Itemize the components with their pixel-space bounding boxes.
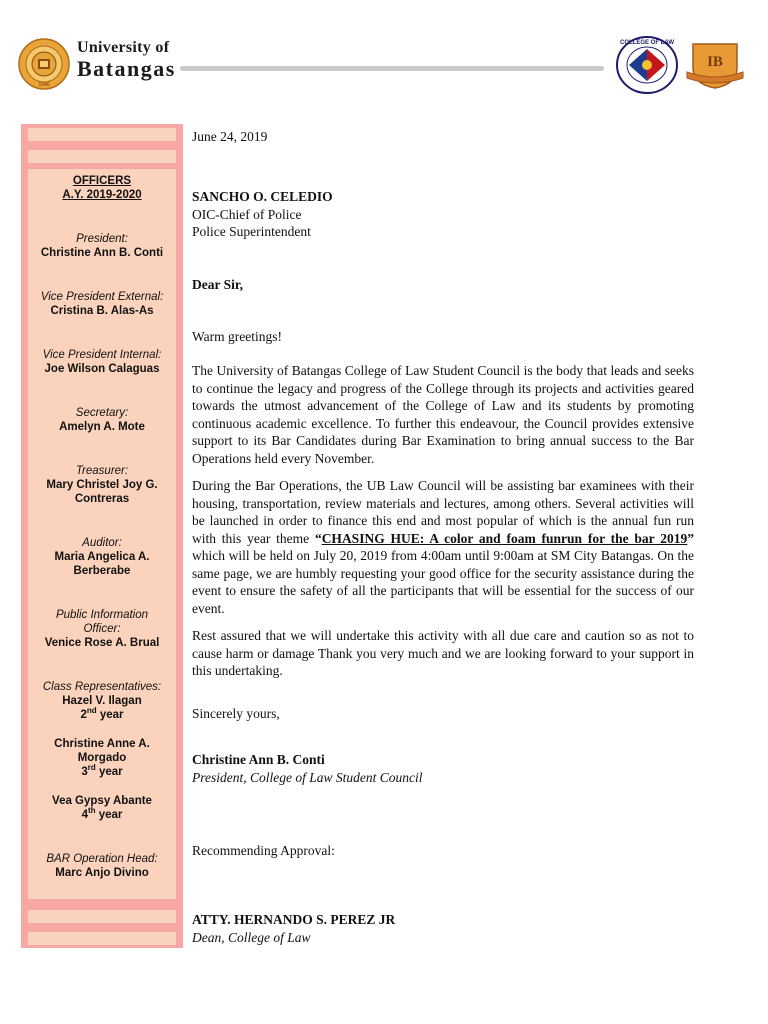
svg-text:COLLEGE OF LAW: COLLEGE OF LAW [620,40,674,46]
event-theme: CHASING HUE: A color and foam funrun for the bar 2019 [321,530,688,546]
university-name [77,40,176,80]
signer-name: Christine Ann B. Conti [192,752,325,767]
officer-president [28,232,176,260]
body-paragraph-1: The University of Batangas College of Law Student Council is the body that leads and seeks to continue the legacy and progress of the College through its projects and activities geared towards the utmost advancement of the College of Law and its students by promoting continuous academic excellence. To further this endeavour, the Council provides extensive support to its Bar Candidates during Bar Examination to bring annual success to the Bar Operations held every November. [192,363,694,466]
sidebar-strip [28,910,176,923]
officer-name: Hazel V. Ilagan [62,695,142,707]
recommending-approval: Recommending Approval: [192,843,335,858]
officer-auditor [28,536,176,578]
officer-secretary [28,406,176,434]
salutation: Dear Sir, [192,277,244,292]
signer-title: President, College of Law Student Council [192,769,423,785]
officers-heading: OFFICERS [72,175,132,187]
officer-role: Auditor: [82,537,122,549]
officer-role: Vice President External: [40,291,164,303]
svg-text:1946: 1946 [38,82,50,88]
sidebar-strip [28,150,176,163]
rep-year: 2nd year [80,706,124,721]
recipient-title: Police Superintendent [192,224,311,239]
university-seal-logo [18,38,70,90]
signature-block [192,751,694,786]
officer-treasurer [28,464,176,506]
officer-role: Secretary: [75,407,129,419]
class-representatives [28,680,176,822]
officer-name: Contreras [74,493,130,505]
approver-title: Dean, College of Law [192,929,311,945]
university-name-line2: Batangas [77,56,176,81]
approver-block [192,911,694,946]
recipient-title: OIC-Chief of Police [192,206,302,222]
body-paragraph-3: Rest assured that we will undertake this activity with all due care and caution so as not to cause harm or damage Thank you very much and we are looking forward to your support in this undertaking. [192,628,694,678]
officer-name: Christine Anne A. [54,738,150,750]
officer-name: Berberabe [73,565,131,577]
officer-name: Mary Christel Joy G. [46,479,158,491]
sidebar-strip [28,128,176,141]
officer-vp-external [28,290,176,318]
officers-panel [28,169,176,899]
closing: Sincerely yours, [192,706,280,721]
officer-name: Vea Gypsy Abante [52,795,152,807]
officers-sidebar [21,124,183,948]
officer-name: Joe Wilson Calaguas [44,363,160,375]
officer-name: Venice Rose A. Brual [44,637,160,649]
officer-role: Public Information [55,609,149,621]
greeting: Warm greetings! [192,329,283,344]
college-of-law-logo [616,36,678,94]
ib-society-logo [685,38,745,90]
officer-role: President: [76,233,128,245]
approver-name: ATTY. HERNANDO S. PEREZ JR [192,912,396,927]
university-name-line1: University of [77,39,170,56]
rep-year: 4th year [81,806,123,821]
officer-role: Class Representatives: [42,681,162,693]
recipient-name: SANCHO O. CELEDIO [192,189,333,204]
letter-date: June 24, 2019 [192,129,268,144]
officer-name: Amelyn A. Mote [59,421,145,433]
officer-name: Marc Anjo Divino [55,867,149,879]
officer-name: Cristina B. Alas-As [50,305,154,317]
body-paragraph-2: During the Bar Operations, the UB Law Council will be assisting bar examinees with their housing, transportation, review materials and lectures, among others. Several activities will be launched in order to finance this end and most popular of which is the annual fun run with this year theme “CHASING HUE: A color and foam funrun for the bar 2019” which will be held on July 20, 2019 from 4:00am until 9:00am at SM City Batangas. On the same page, we are humbly requesting your good office for the security assistance during the event to ensure the safety of all the participants that will be essential for the success of our event. [192,478,694,616]
officer-role: BAR Operation Head: [46,853,158,865]
officer-role: Officer: [83,623,121,635]
header-divider-bar [180,66,604,71]
officer-name: Morgado [77,752,127,764]
officer-pio [28,608,176,650]
academic-year-heading: A.Y. 2019-2020 [62,189,142,201]
officer-role: Vice President Internal: [42,349,162,361]
rep-year: 3rd year [81,763,123,778]
officer-vp-internal [28,348,176,376]
bar-operation-head [28,852,176,880]
officer-name: Maria Angelica A. [54,551,150,563]
svg-text:IB: IB [707,54,723,70]
officer-role: Treasurer: [75,465,129,477]
recipient-block [192,188,694,241]
officer-name: Christine Ann B. Conti [40,247,164,259]
sidebar-strip [28,932,176,945]
